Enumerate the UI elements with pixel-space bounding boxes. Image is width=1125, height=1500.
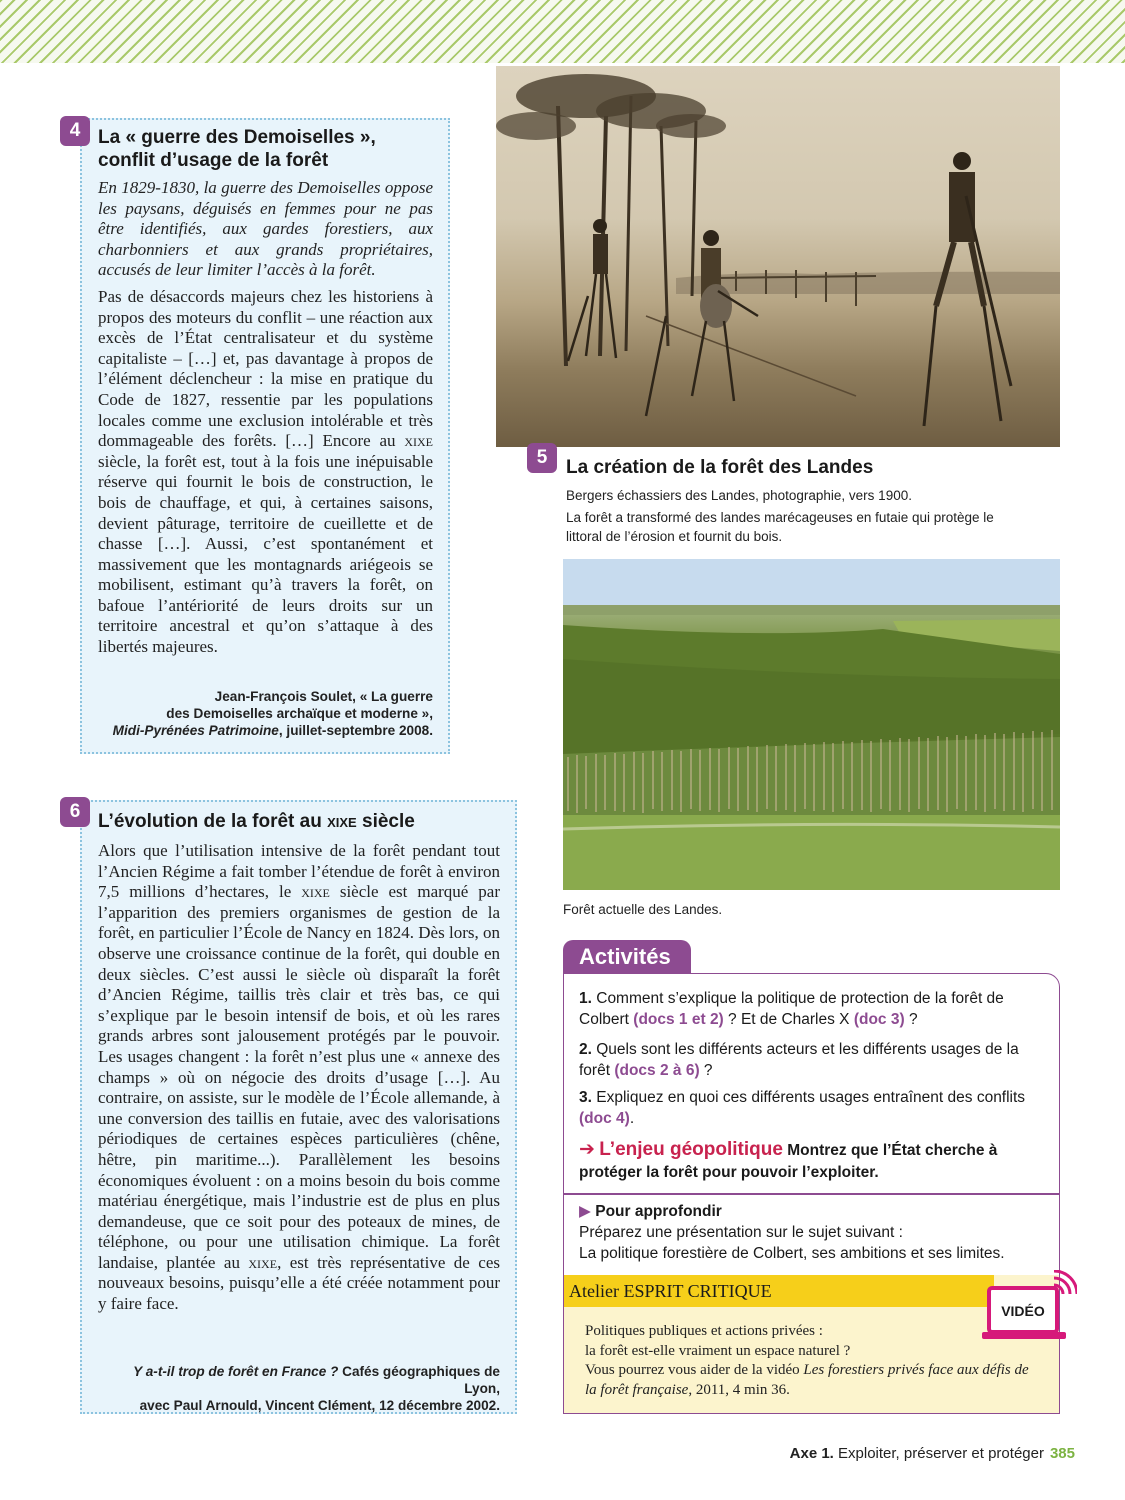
video-laptop-icon[interactable] bbox=[982, 1270, 1077, 1348]
doc6-source: Y a-t-il trop de forêt en France ? Cafés géographiques de Lyon, avec Paul Arnould, Vincent Clément, 12 décembre 2002. bbox=[133, 1364, 500, 1413]
activities-divider bbox=[564, 1193, 1059, 1195]
doc6-body: Alors que l’utilisation intensive de la forêt pendant tout l’Ancien Régime a fait tomber l’étendue de forêt à environ 7,5 millions d’hectares, le xixe siècle est marqué par l’apparition des premiers organismes de gestion de la forêt, en particulier l’École de Nancy en 1824. Dès lors, on observe une croissance continue de la forêt, qui double en deux siècles. C’est aussi le siècle où disparaît la forêt d’Ancien Régime, taillis très clair et très bas, ce qui s’explique par le besoin intensif de bois, et où les rares grands arbres sont jalousement protégés par le pouvoir. Les usages changent : la forêt n’est plus une « annexe des champs » où on négocie des droits d’usage […]. Au contraire, on assiste, sur le modèle de l’École allemande, à une conversion des taillis en futaie, avec des valorisations périodiques de certaines espèces particulières (chêne, hêtre, pin maritime...). Parallèlement les besoins économiques évoluent : on a moins besoin du bois comme matériau énergétique, mais l’industrie est de plus en plus demandeuse, que ce soit pour des poteaux de mines, de téléphone, ou pour une utilisation chimique. La forêt landaise, plantée au xixe, est très représentative de ces nouveaux besoins, puisqu’elle a été créée notamment pour y faire face. bbox=[98, 841, 500, 1314]
doc4-intro: En 1829-1830, la guerre des Demoiselles oppose les paysans, déguisés en femmes pour ne pas être identifiés, aux gardes forestiers, aux charbonniers et aux grands propriétaires, accusés de leur limiter l’accès à la forêt. bbox=[98, 178, 433, 280]
doc6-number-badge: 6 bbox=[60, 797, 90, 827]
page-footer: Axe 1. Exploiter, préserver et protéger 385 bbox=[789, 1445, 1075, 1462]
activity-question-2: 2. Quels sont les différents acteurs et les différents usages de la forêt (docs 2 à 6) ? bbox=[579, 1041, 1019, 1079]
doc5-caption-photo1: Bergers échassiers des Landes, photographie, vers 1900. bbox=[566, 488, 912, 503]
doc4-body: Pas de désaccords majeurs chez les historiens à propos des moteurs du conflit – une réaction aux excès de l’État centralisateur et du système capitaliste – […] et, pas davantage à propos de l’élément déclencheur : la mise en pratique du Code de 1827, ressentie par les populations locales comme une exclusion intolérable et très dommageable des forêts. […] Encore au xixe siècle, la forêt est, tout à la fois une inépuisable réserve qui fournit le bois de construction, le bois de chauffage, et qui, à certaines saisons, devient pâturage, territoire de cueillette et de chasse […]. Aussi, c’est spontanément et massivement que les montagnards ariégeois se mobilisent, estimant qu’à travers la forêt, on bafoue l’antériorité de leurs droits sur un territoire ancestral et qu’on s’attaque à des libertés majeures. bbox=[98, 286, 433, 657]
doc6-text bbox=[98, 841, 500, 1321]
page-number: 385 bbox=[1049, 1445, 1075, 1462]
photo-echassiers-illustration bbox=[496, 66, 1060, 447]
arrow-right-icon: ➔ bbox=[579, 1139, 595, 1160]
top-decorative-band bbox=[0, 0, 1125, 63]
enjeu-geopolitique: ➔ L’enjeu géopolitique Montrez que l’État cherche à protéger la forêt pour pouvoir l’exploiter. bbox=[579, 1139, 998, 1181]
activity-question-3: 3. Expliquez en quoi ces différents usages entraînent des conflits (doc 4). bbox=[579, 1089, 1026, 1127]
video-label: VIDÉO bbox=[1001, 1303, 1045, 1319]
doc4-title: La « guerre des Demoiselles », conflit d’usage de la forêt bbox=[98, 127, 376, 171]
atelier-title: Atelier ESPRIT CRITIQUE bbox=[564, 1275, 994, 1307]
pour-approfondir: ▶ Pour approfondir Préparez une présentation sur le sujet suivant : La politique forestière de Colbert, ses ambitions et ses limites. bbox=[579, 1203, 1005, 1262]
photo-echassiers bbox=[496, 66, 1060, 447]
doc4-number-badge: 4 bbox=[60, 116, 90, 146]
activities-tab: Activités bbox=[563, 940, 691, 974]
photo-foret-illustration bbox=[563, 559, 1060, 890]
doc5-caption-detail: La forêt a transformé des landes marécageuses en futaie qui protège le littoral de l’érosion et fournit du bois. bbox=[566, 510, 994, 544]
atelier-text: Politiques publiques et actions privées : la forêt est-elle vraiment un espace naturel ? Vous pourrez vous aider de la vidéo Les forestiers privés face aux défis de la forêt française, 2011, 4 min 36. bbox=[585, 1323, 1029, 1398]
doc4-source: Jean-François Soulet, « La guerre des Demoiselles archaïque et moderne », Midi-Pyrénées Patrimoine, juillet-septembre 2008. bbox=[112, 689, 433, 738]
activity-question-1: 1. Comment s’explique la politique de protection de la forêt de Colbert (docs 1 et 2) ? Et de Charles X (doc 3) ? bbox=[579, 990, 1004, 1028]
photo-foret-landes bbox=[563, 559, 1060, 890]
triangle-right-icon: ▶ bbox=[579, 1203, 591, 1220]
doc5-title: La création de la forêt des Landes bbox=[566, 457, 874, 478]
doc5-caption-photo2: Forêt actuelle des Landes. bbox=[563, 902, 723, 917]
doc6-title: L’évolution de la forêt au xixe siècle bbox=[98, 811, 415, 832]
doc4-text bbox=[98, 178, 433, 664]
doc5-number-badge: 5 bbox=[527, 443, 557, 473]
